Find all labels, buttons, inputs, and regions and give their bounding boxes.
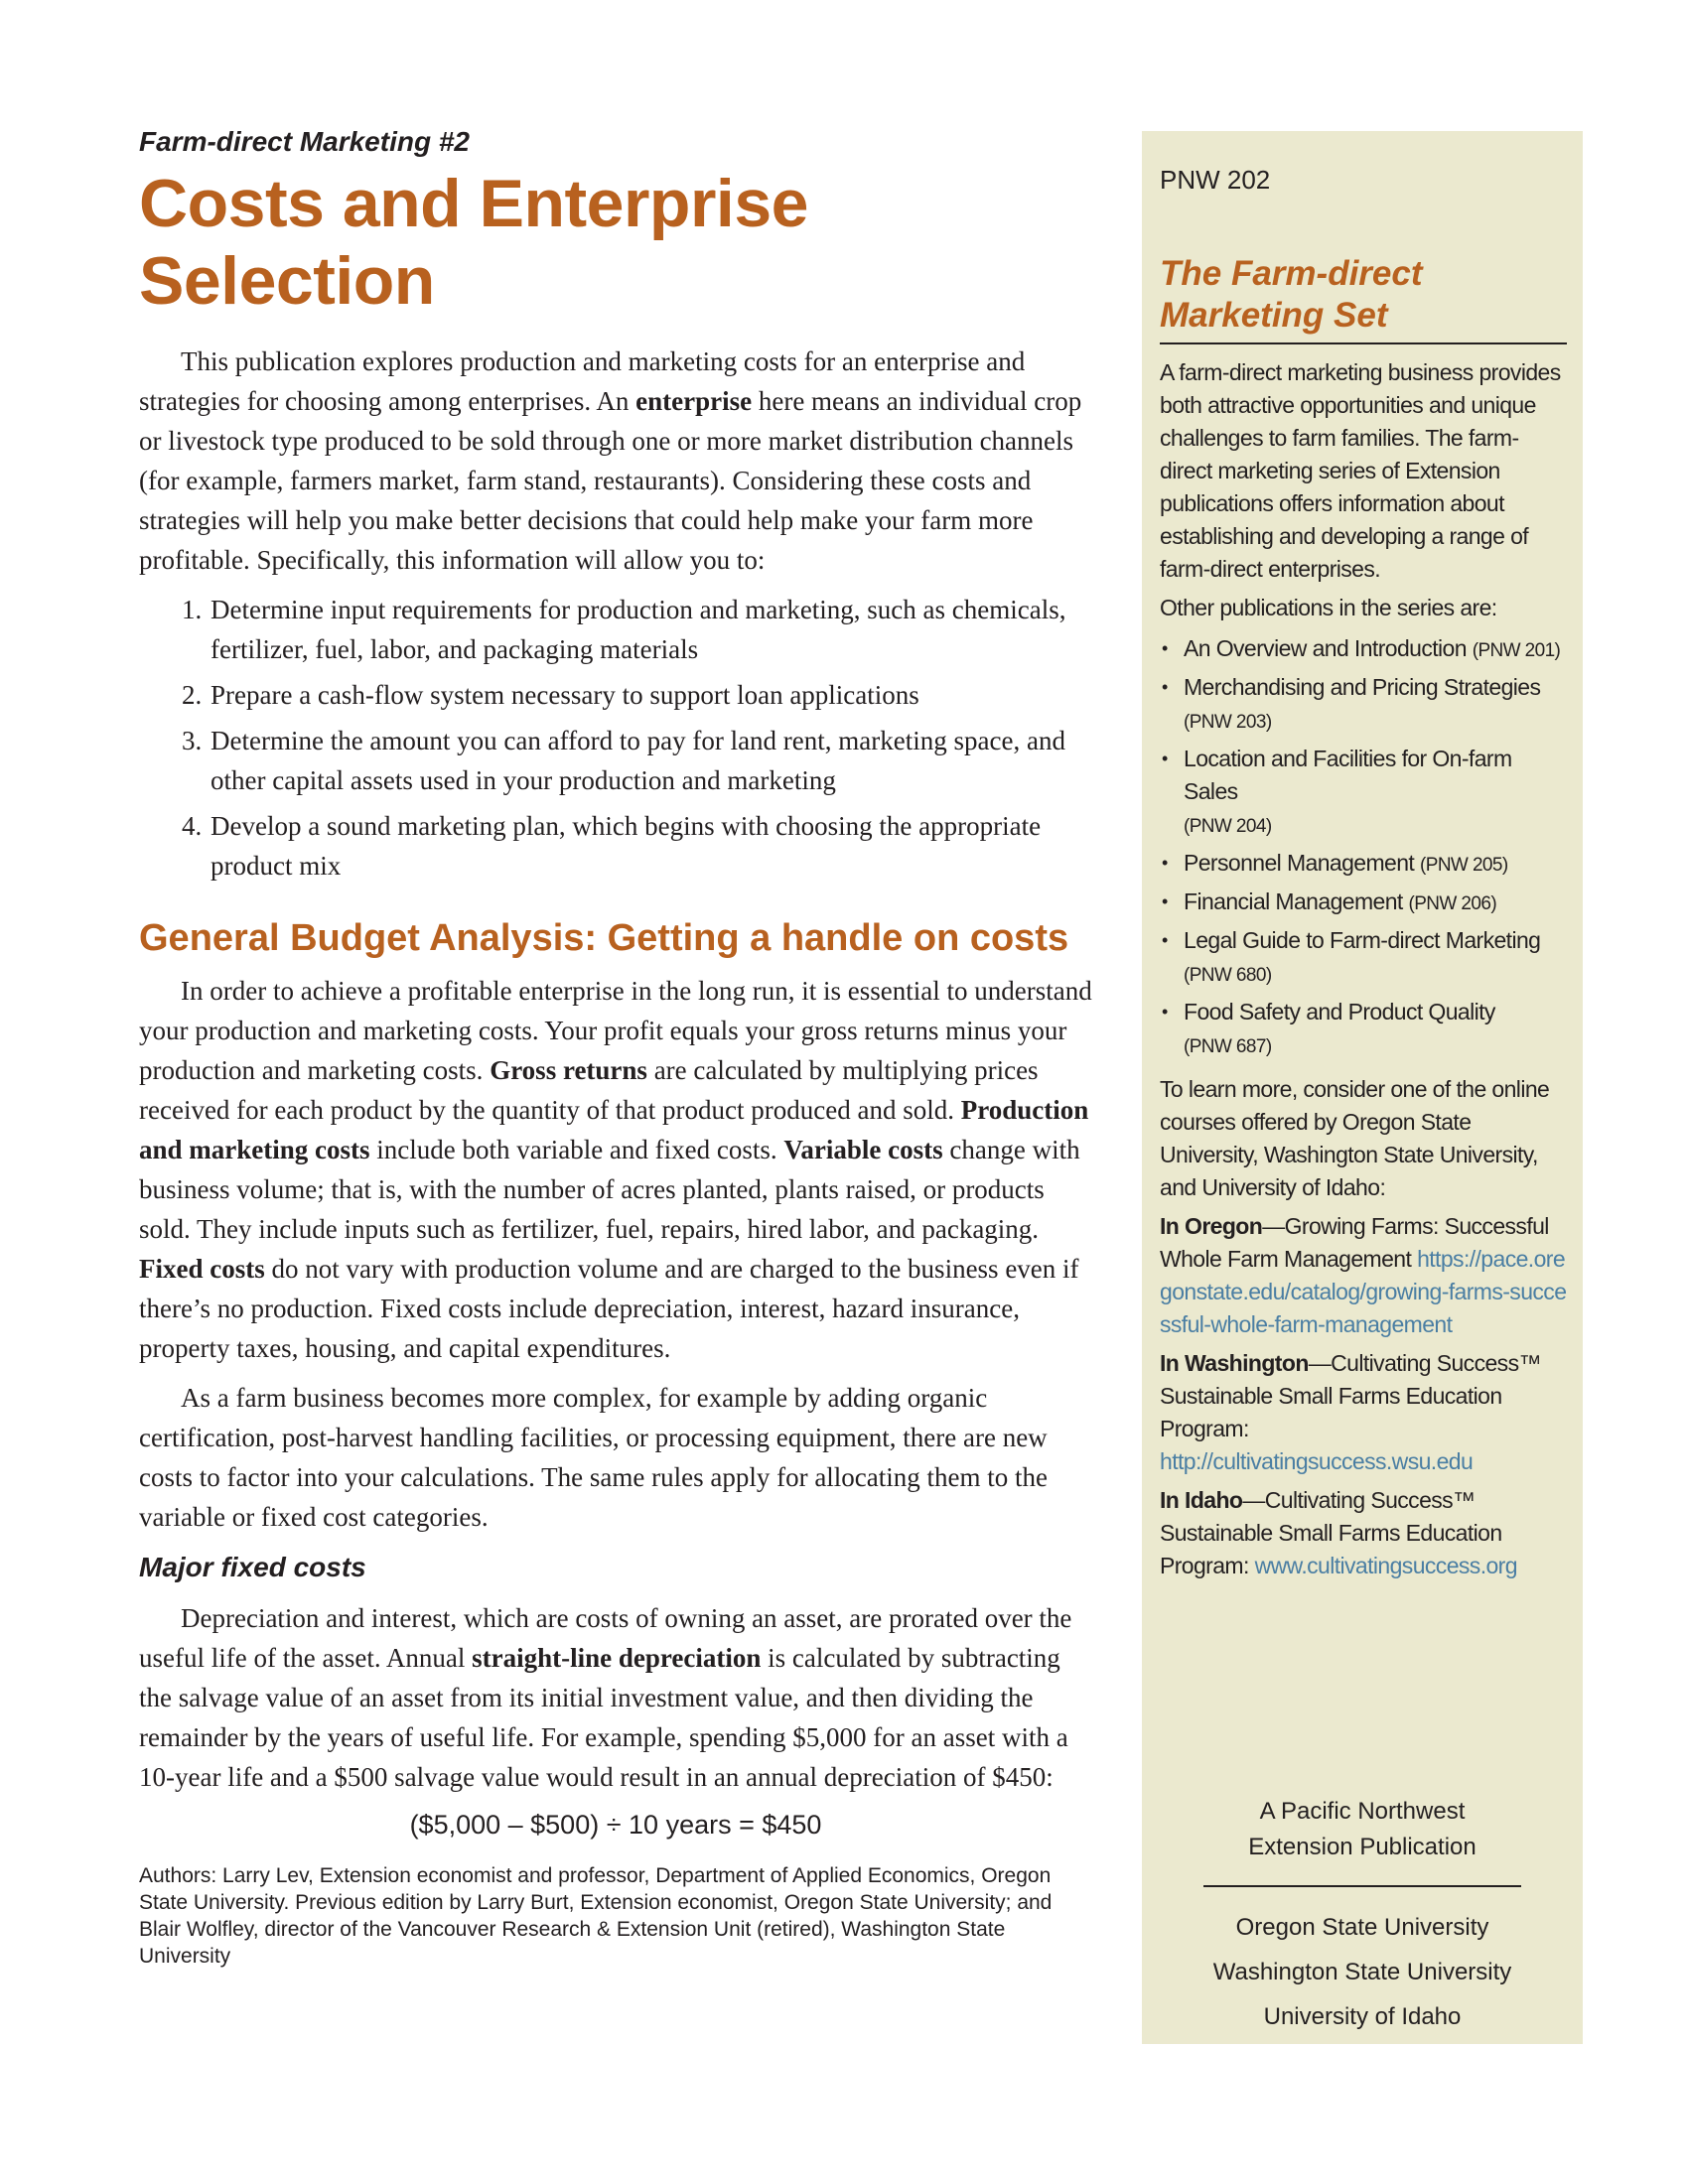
list-item: 3. Determine the amount you can afford to pay for land rent, marketing space, and other capital assets used in your production and marketing: [209, 721, 1092, 800]
publisher-line-1: A Pacific Northwest: [1259, 1798, 1466, 1825]
list-item: • Personnel Management (PNW 205): [1160, 847, 1567, 882]
washington-course: In Washington—Cultivating Success™ Sustainable Small Farms Education Program: http://cultivatingsuccess.wsu.edu: [1160, 1350, 1541, 1474]
list-item: • Financial Management (PNW 206): [1160, 886, 1567, 920]
publication-code: PNW 202: [1160, 165, 1271, 195]
sidebar-intro: A farm-direct marketing business provides both attractive opportunities and unique challenges to farm families. The farm-direct marketing series of Extension publications offers information about establishing and developing a range of farm-direct enterprises.: [1160, 359, 1561, 582]
list-item: • Legal Guide to Farm-direct Marketing (PNW 680): [1160, 924, 1567, 992]
learn-more-text: To learn more, consider one of the online courses offered by Oregon State University, Washington State University, and University of Idaho:: [1160, 1076, 1550, 1200]
budget-paragraph-2: As a farm business becomes more complex, for example by adding organic certification, post-harvest handling facilities, or processing equipment, there are new costs to factor into your calculations. The same rules apply for allocating them to the variable or fixed cost categories.: [139, 1383, 1048, 1532]
intro-paragraph: This publication explores production and marketing costs for an enterprise and strategies for choosing among enterprises. An enterprise here means an individual crop or livestock type produced to be sold through one or more market distribution channels (for example, farmers market, farm stand, restaurants). Considering these costs and strategies will help you make better decisions that could help make your farm more profitable. Specifically, this information will allow you to:: [139, 346, 1082, 575]
list-item: 4. Develop a sound marketing plan, which begins with choosing the appropriate product mix: [209, 806, 1092, 886]
university-oregon: Oregon State University: [1235, 1914, 1489, 1941]
washington-course-link[interactable]: http://cultivatingsuccess.wsu.edu: [1160, 1448, 1474, 1474]
list-item: 2. Prepare a cash-flow system necessary to support loan applications: [209, 675, 1092, 715]
budget-paragraph-1: In order to achieve a profitable enterprise in the long run, it is essential to understand your production and marketing costs. Your profit equals your gross returns minus your production and marketing costs. Gross returns are calculated by multiplying prices received for each product by the quantity of that product produced and sold. Production and marketing costs include both variable and fixed costs. Variable costs change with business volume; that is, with the number of acres planted, plants raised, or products sold. They include inputs such as fertilizer, fuel, repairs, hired labor, and packaging. Fixed costs do not vary with production volume and are charged to the business even if there’s no production. Fixed costs include depreciation, interest, hazard insurance, property taxes, housing, and capital expenditures.: [139, 976, 1092, 1363]
series-label: Other publications in the series are:: [1160, 595, 1497, 620]
list-item: • Location and Facilities for On-farm Sales (PNW 204): [1160, 743, 1567, 843]
series-kicker: Farm-direct Marketing #2: [139, 126, 470, 157]
idaho-course-link[interactable]: www.cultivatingsuccess.org: [1254, 1553, 1517, 1578]
university-idaho: University of Idaho: [1263, 2003, 1462, 2030]
publisher-line-2: Extension Publication: [1248, 1834, 1477, 1860]
university-washington: Washington State University: [1212, 1959, 1512, 1985]
publisher-block: [1142, 1794, 1583, 2039]
idaho-course: In Idaho—Cultivating Success™ Sustainable Small Farms Education Program: www.cultivatingsuccess.org: [1160, 1487, 1517, 1578]
subheading-fixed-costs: Major fixed costs: [139, 1552, 366, 1582]
list-item: • An Overview and Introduction (PNW 201): [1160, 632, 1567, 667]
main-column: [139, 125, 1092, 1970]
list-item: • Food Safety and Product Quality (PNW 687): [1160, 996, 1567, 1063]
sidebar-heading: The Farm-direct Marketing Set: [1160, 253, 1567, 344]
sidebar: [1142, 131, 1583, 2044]
page-title: Costs and Enterprise Selection: [139, 166, 808, 319]
depreciation-formula: ($5,000 – $500) ÷ 10 years = $450: [409, 1810, 822, 1840]
depreciation-paragraph: Depreciation and interest, which are costs of owning an asset, are prorated over the useful life of the asset. Annual straight-line depreciation is calculated by subtracting the salvage value of an asset from its initial investment value, and then dividing the remainder by the years of useful life. For example, spending $5,000 for an asset with a 10-year life and a $500 salvage value would result in an annual depreciation of $450:: [139, 1603, 1072, 1792]
oregon-course: In Oregon—Growing Farms: Successful Whole Farm Management https://pace.oregonstate.edu/catalog/growing-farms-successful-whole-farm-management: [1160, 1213, 1567, 1337]
list-item: • Merchandising and Pricing Strategies (PNW 203): [1160, 671, 1567, 739]
divider: [1203, 1885, 1521, 1887]
list-item: 1. Determine input requirements for production and marketing, such as chemicals, fertilizer, fuel, labor, and packaging materials: [209, 590, 1092, 669]
oregon-course-link[interactable]: https://pace.oregonstate.edu/catalog/growing-farms-successful-whole-farm-management: [1160, 1246, 1567, 1337]
series-list: [1160, 632, 1567, 1063]
section-heading-budget: General Budget Analysis: Getting a handle on costs: [139, 917, 1069, 959]
goals-list: [139, 590, 1092, 886]
authors-note: Authors: Larry Lev, Extension economist and professor, Department of Applied Economics, Oregon State University. Previous edition by Larry Burt, Extension economist, Oregon State University; and Blair Wolfley, director of the Vancouver Research & Extension Unit (retired), Washington State University: [139, 1864, 1053, 1968]
